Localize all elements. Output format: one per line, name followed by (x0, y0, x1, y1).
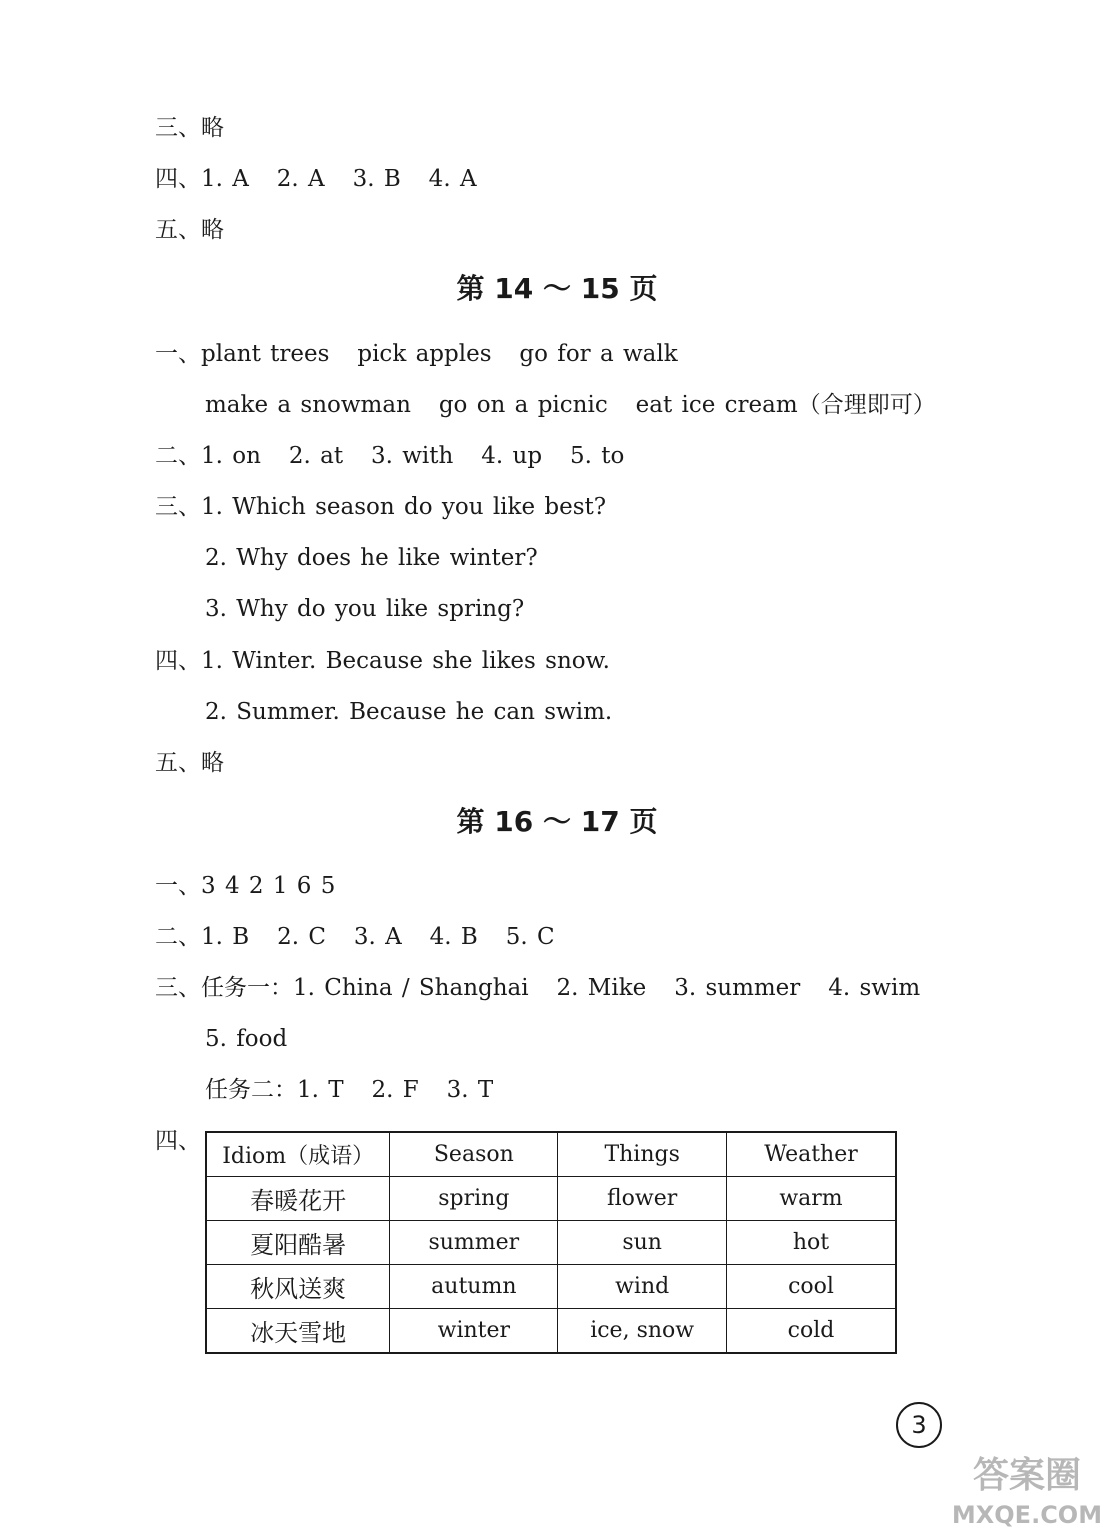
p14-q5: 五、略 (155, 750, 224, 776)
table-cell: cool (727, 1265, 896, 1309)
table-cell: 春暖花开 (206, 1177, 390, 1221)
table-header-cell: Idiom（成语） (206, 1132, 390, 1177)
table-header-cell: Weather (727, 1132, 896, 1177)
section-heading-14-15: 第 14 ～ 15 页 (456, 272, 658, 305)
p14-q1-line2: make a snowman go on a picnic eat ice cream（合理即可） (205, 392, 936, 418)
p14-q4-line1: 四、1. Winter. Because she likes snow. (155, 648, 610, 674)
p16-q1: 一、3 4 2 1 6 5 (155, 873, 336, 899)
p14-q2: 二、1. on 2. at 3. with 4. up 5. to (155, 443, 625, 469)
table-header-cell: Season (390, 1132, 558, 1177)
table-cell: 冰天雪地 (206, 1309, 390, 1354)
table-cell: warm (727, 1177, 896, 1221)
table-row (206, 1221, 896, 1265)
answer-section-3: 三、略 (155, 115, 224, 141)
p16-q2: 二、1. B 2. C 3. A 4. B 5. C (155, 924, 555, 950)
table-cell: ice, snow (558, 1309, 727, 1354)
table-row (206, 1265, 896, 1309)
p16-q3-line1: 三、任务一：1. China / Shanghai 2. Mike 3. summer 4. swim (155, 975, 921, 1001)
answer-section-5: 五、略 (155, 217, 224, 243)
p14-q1-line1: 一、plant trees pick apples go for a walk (155, 341, 678, 367)
table-header-row (206, 1132, 896, 1177)
watermark-url-text: MXQE.COM (951, 1501, 1103, 1529)
table-cell: autumn (390, 1265, 558, 1309)
table-cell: 夏阳酷暑 (206, 1221, 390, 1265)
table-cell: cold (727, 1309, 896, 1354)
table-cell: sun (558, 1221, 727, 1265)
table-cell: winter (390, 1309, 558, 1354)
p14-q3-line2: 2. Why does he like winter? (205, 545, 538, 571)
answer-section-4: 四、1. A 2. A 3. B 4. A (155, 166, 477, 192)
table-cell: flower (558, 1177, 727, 1221)
table-cell: spring (390, 1177, 558, 1221)
p14-q3-line1: 三、1. Which season do you like best? (155, 494, 607, 520)
p16-q4-label: 四、 (155, 1128, 201, 1154)
idiom-table (205, 1131, 897, 1354)
table-cell: 秋风送爽 (206, 1265, 390, 1309)
section-heading-16-17: 第 16 ～ 17 页 (456, 805, 658, 838)
table-header-cell: Things (558, 1132, 727, 1177)
page-number: 3 (896, 1402, 942, 1448)
watermark-logo-text: 答案圈 (972, 1455, 1082, 1496)
p14-q4-line2: 2. Summer. Because he can swim. (205, 699, 613, 725)
table-cell: hot (727, 1221, 896, 1265)
table-cell: wind (558, 1265, 727, 1309)
p16-q3-line2: 5. food (205, 1026, 288, 1052)
table-row (206, 1177, 896, 1221)
watermark-logo-icon (950, 1445, 1105, 1530)
p14-q3-line3: 3. Why do you like spring? (205, 596, 525, 622)
table-cell: summer (390, 1221, 558, 1265)
table-row (206, 1309, 896, 1354)
p16-q3-line3: 任务二：1. T 2. F 3. T (205, 1077, 494, 1103)
